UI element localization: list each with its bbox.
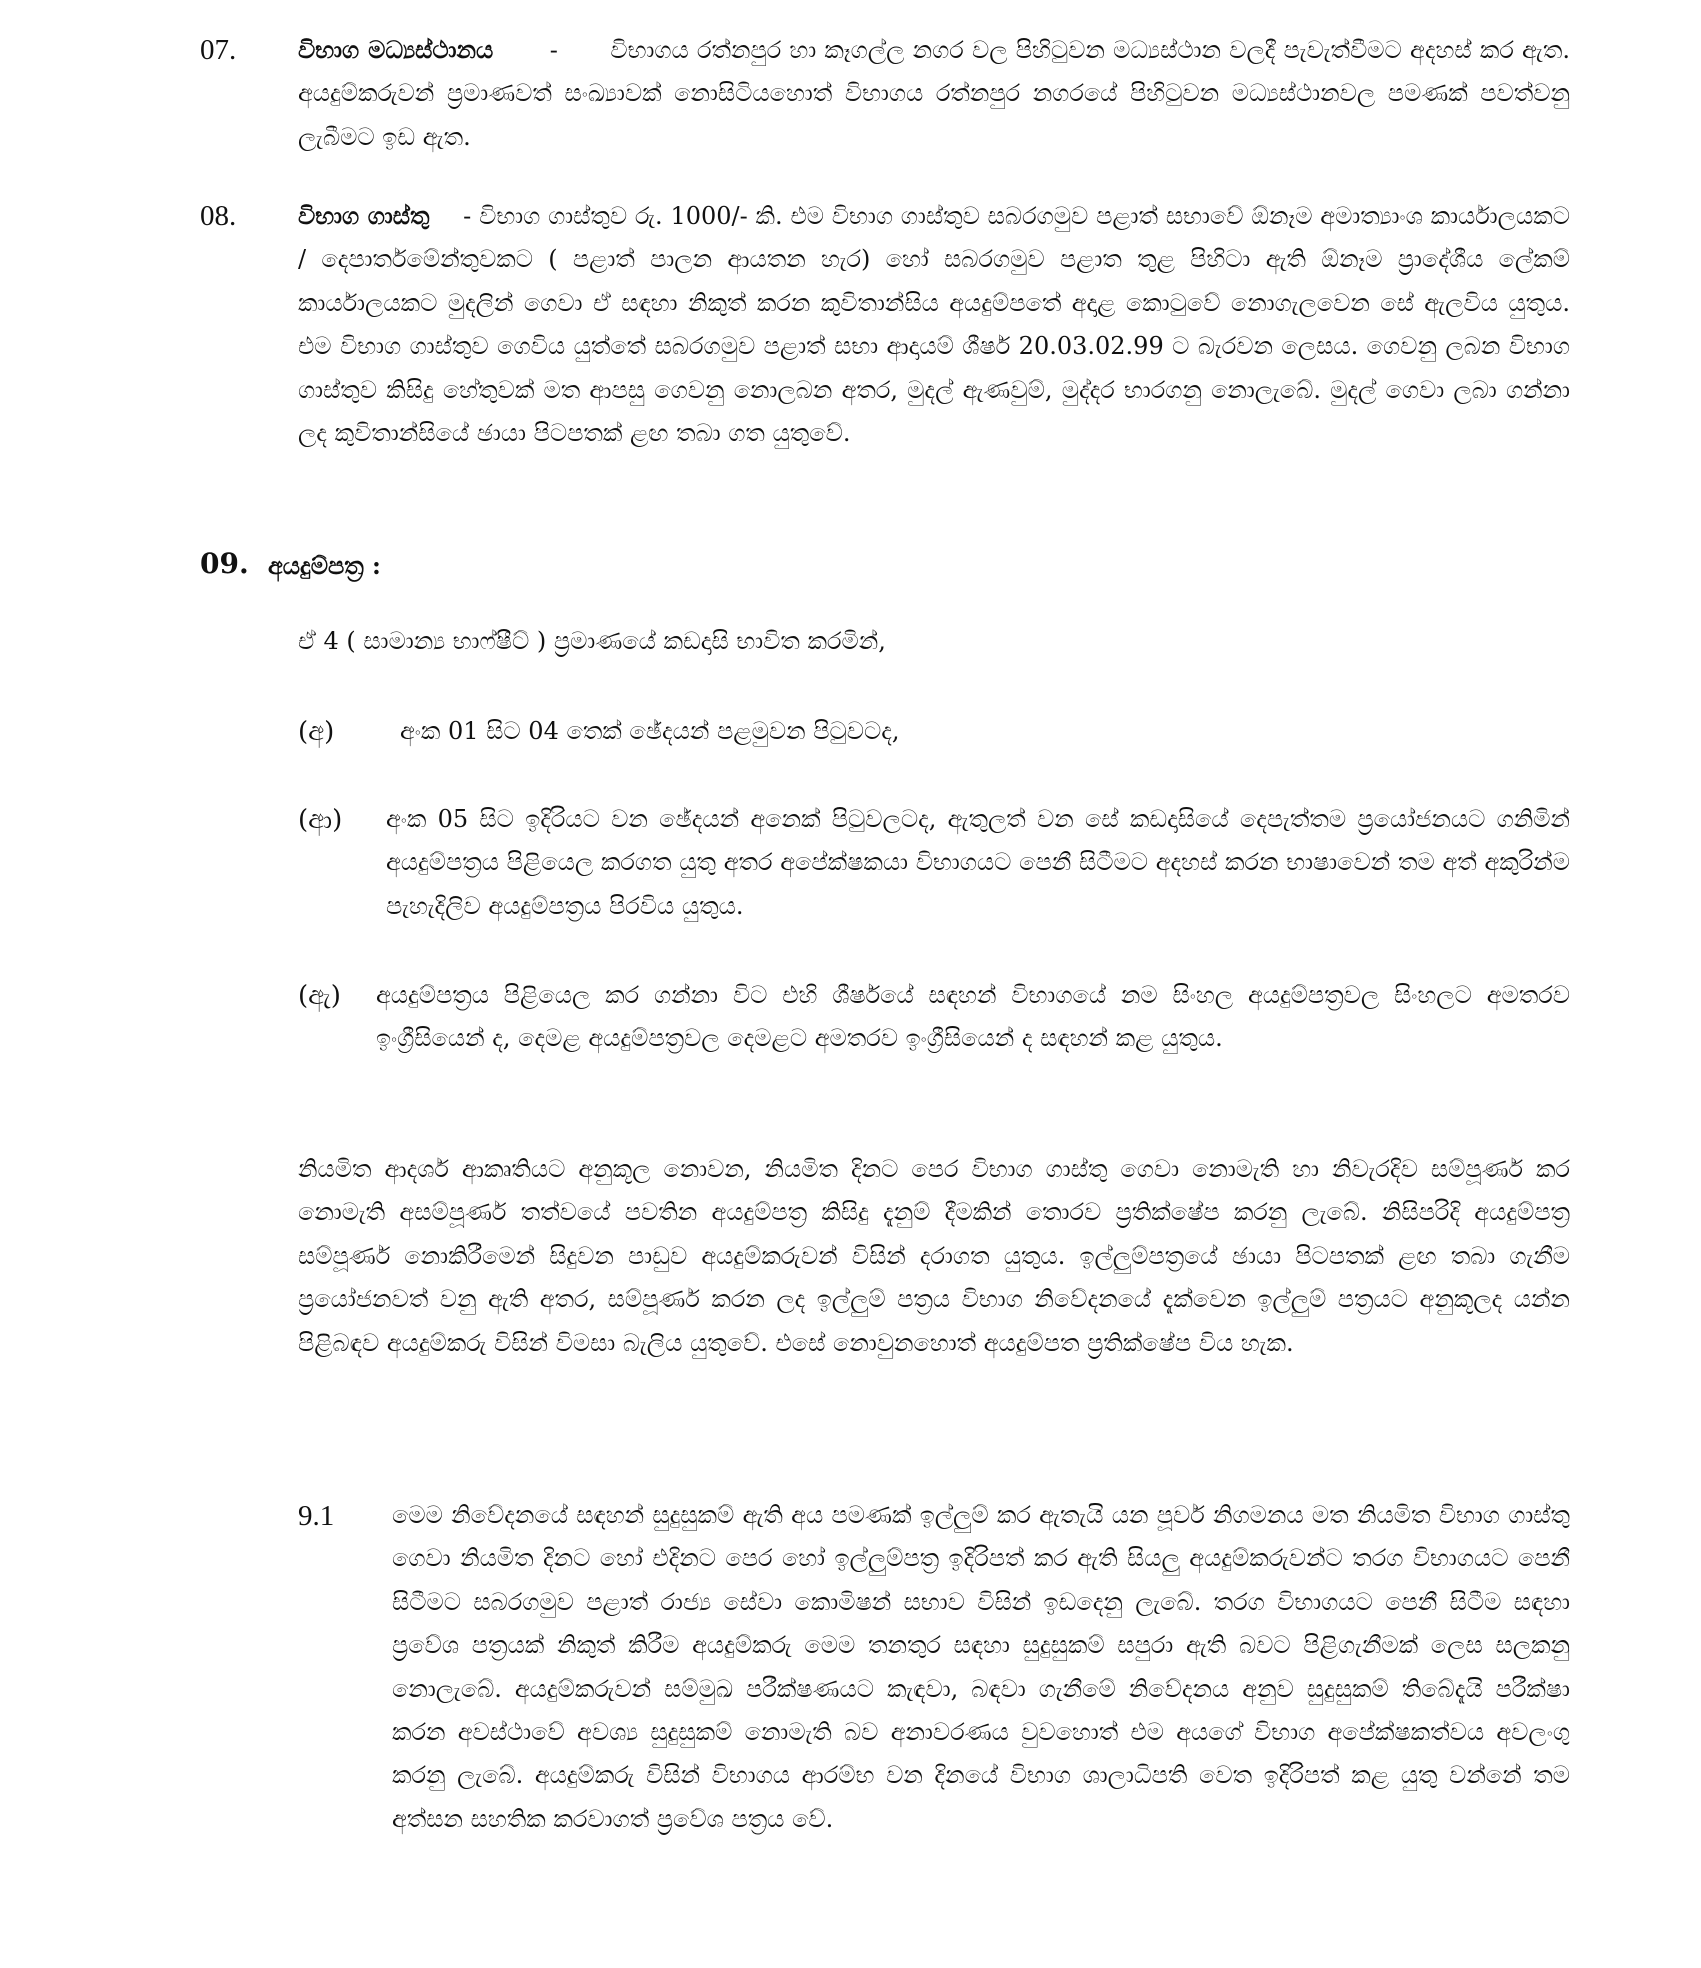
section-09-item-ae-text: අයදුම්පත්‍රය පිළියෙල කර ගන්නා විට එහි ශීර්ෂයේ සඳහන් විභාගයේ නම සිංහල අයදුම්පත්‍රවල සිංහලට අමතරව ඉංග්‍රීසියෙන් ද, දෙමළ අයදුම්පත්‍රවල දෙමළට අමතරව ඉංග්‍රීසියෙන් ද සඳහන් කළ යුතුය. — [376, 981, 1570, 1053]
section-09-item-aa-text: අංක 05 සිට ඉදිරියට වන ඡේදයන් අනෙක් පිටුවලටද, ඇතුලත් වන සේ කඩදාසියේ දෙපැත්තම ප්‍රයෝජනයට ගනිමින් අයදුම්පත්‍රය පිළියෙල කරගත යුතු අතර අපේක්ෂකයා විභාගයට පෙනී සිටීමට අදහස් කරන භාෂාවෙන් තම අත් අකුරින්ම පැහැදිලිව අයදුම්පත්‍රය පිරවිය යුතුය. — [386, 805, 1570, 920]
section-08-paragraph — [298, 194, 1570, 455]
section-07-dash: - — [549, 36, 558, 64]
section-09-intro: ඒ 4 ( සාමාන්‍ය භාෆ්ෂීට් ) ප්‍රමාණයේ කඩදාසි භාවිත කරමින්, — [298, 627, 886, 655]
section-08-number: 08. — [200, 200, 237, 232]
section-07-number: 07. — [200, 34, 237, 66]
section-09-item-a-label: (අ) — [298, 717, 335, 747]
section-09-heading: අයදුම්පත්‍ර : — [268, 551, 381, 580]
section-09-item-a-text: අංක 01 සිට 04 තෙක් ඡේදයන් පළමුවන පිටුවටද, — [400, 717, 900, 745]
section-08-heading: විභාග ගාස්තු — [298, 201, 430, 230]
section-07-heading: විභාග මධ්‍යස්ථානය — [298, 35, 494, 64]
section-09-item-aa-label: (ආ) — [298, 805, 343, 835]
section-9-1-text: මෙම නිවේදනයේ සඳහන් සුදුසුකම් ඇති අය පමණක් ඉල්ලුම් කර ඇතැයි යන පූර්ව නිගමනය මත නියමිත විභාග ගාස්තු ගෙවා නියමිත දිනට හෝ එදිනට පෙර හෝ ඉල්ලුම්පත්‍ර ඉදිරිපත් කර ඇති සියලු අයදුම්කරුවන්ට තරග විභාගයට පෙනී සිටීමට සබරගමුව පළාත් රාජ්‍ය සේවා කොමිෂන් සභාව විසින් ඉඩදෙනු ලැබේ. තරග විභාගයට පෙනී සිටීම සඳහා ප්‍රවේශ පත්‍රයක් නිකුත් කිරීම අයදුම්කරු මෙම තනතුර සඳහා සුදුසුකම් සපුරා ඇති බවට පිළිගැනීමක් ලෙස සලකනු නොලැබේ. අයදුම්කරුවන් සම්මුඛ පරීක්ෂණයට කැඳවා, බඳවා ගැනීමේ නිවේදනය අනුව සුදුසුකම් තිබේදැයි පරීක්ෂා කරන අවස්ථාවේ අවශ්‍ය සුදුසුකම් නොමැති බව අනාවරණය වුවහොත් එම අයගේ විභාග අපේක්ෂකත්වය අවලංගු කරනු ලැබේ. අයදුම්කරු විසින් විභාගය ආරම්භ වන දිනයේ විභාග ශාලාධිපති වෙත ඉදිරිපත් කළ යුතු වන්නේ තම අත්සන සහතික කරවාගත් ප්‍රවේශ පත්‍රය වේ. — [392, 1501, 1570, 1833]
section-9-1-number: 9.1 — [298, 1500, 335, 1532]
section-09-notice-paragraph: නියමිත ආදර්ශ ආකෘතියට අනුකූල නොවන, නියමිත දිනට පෙර විභාග ගාස්තු ගෙවා නොමැති හා නිවැරදිව සම්පූර්ණ කර නොමැති අසම්පූර්ණ තත්වයේ පවතින අයදුම්පත්‍ර කිසිදු දැනුම් දීමකින් තොරව ප්‍රතික්ෂේප කරනු ලැබේ. නිසිපරිදි අයදුම්පත්‍ර සම්පූර්ණ නොකිරීමෙන් සිදුවන පාඩුව අයදුම්කරුවන් විසින් දරාගත යුතුය. ඉල්ලුම්පත්‍රයේ ඡායා පිටපතක් ළඟ තබා ගැනීම ප්‍රයෝජනවත් වනු ඇති අතර, සම්පූර්ණ කරන ලද ඉල්ලුම් පත්‍රය විභාග නිවේදනයේ දැක්වෙන ඉල්ලුම් පත්‍රයට අනුකූලද යන්න පිළිබඳව අයදුම්කරු විසින් විමසා බැලිය යුතුවේ. එසේ නොවුනහොත් අයදුම්පත ප්‍රතික්ෂේප විය හැක. — [298, 1155, 1570, 1357]
section-09-item-ae-label: (ඇ) — [298, 981, 341, 1011]
section-08-text: - විභාග ගාස්තුව රු. 1000/- කි. එම විභාග ගාස්තුව සබරගමුව පළාත් සභාවේ ඕනෑම අමාත්‍යාංශ කාර්යාලයකට / දෙපාර්තමේන්තුවකට ( පළාත් පාලන ආයතන හැර) හෝ සබරගමුව පළාත තුළ පිහිටා ඇති ඕනෑම ප්‍රාදේශීය ලේකම් කාර්යාලයකට මුදලින් ගෙවා ඒ සඳහා නිකුත් කරන කුවිතාන්සිය අයදුම්පතේ අදාළ කොටුවේ නොගැලවෙන සේ ඇලවිය යුතුය. එම විභාග ගාස්තුව ගෙවිය යුත්තේ සබරගමුව පළාත් සභා ආදායම් ශීර්ෂ 20.03.02.99 ට බැරවන ලෙසය. ගෙවනු ලබන විභාග ගාස්තුව කිසිදු හේතුවක් මත ආපසු ගෙවනු නොලබන අතර, මුදල් ඇණවුම්, මුද්දර භාරගනු නොලැබේ. මුදල් ගෙවා ලබා ගන්නා ලද කුවිතාන්සියේ ඡායා පිටපතක් ළඟ තබා ගත යුතුවේ. — [298, 202, 1570, 448]
section-07-text: විභාගය රත්නපුර හා කෑගල්ල නගර වල පිහිටුවන මධ්‍යස්ථාන වලදී පැවැත්වීමට අදහස් කර ඇත. අයදුම්කරුවන් ප්‍රමාණවත් සංඛ්‍යාවක් නොසිටියහොත් විභාගය රත්නපුර නගරයේ පිහිටුවන මධ්‍යස්ථානවල පමණක් පවත්වනු ලැබීමට ඉඩ ඇත. — [298, 36, 1570, 151]
section-09-number: 09. — [200, 547, 249, 580]
section-07-paragraph — [298, 28, 1570, 159]
